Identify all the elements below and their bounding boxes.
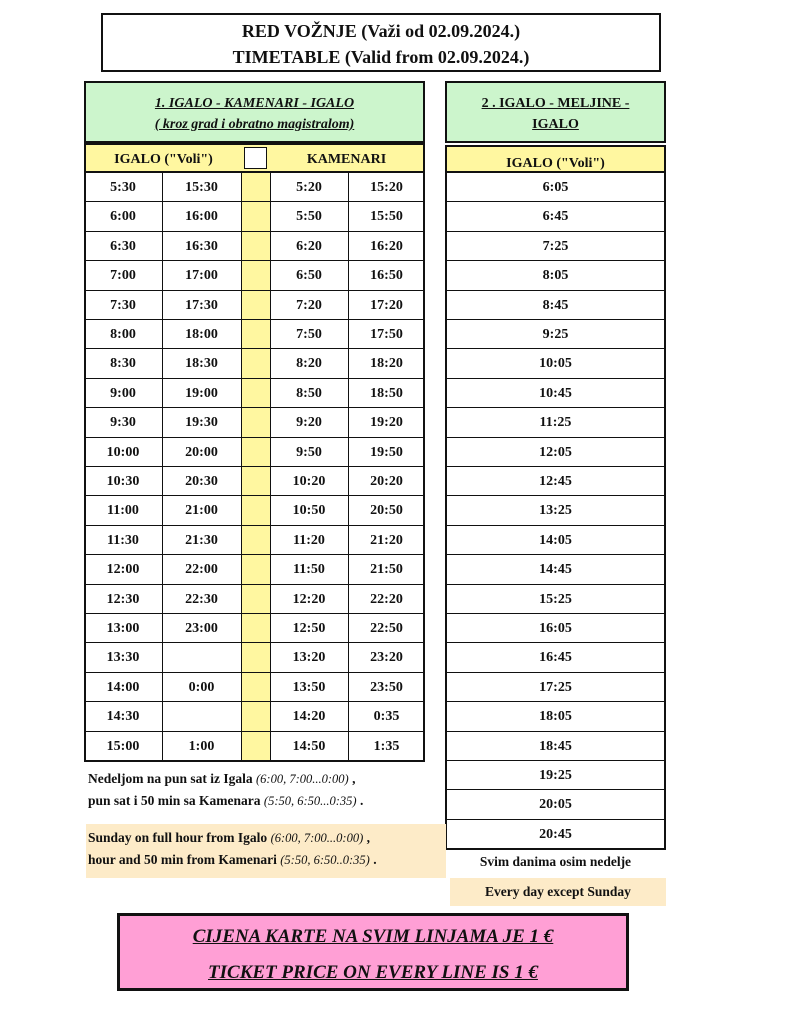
route1-igalo-departure: 0:00 — [188, 679, 215, 695]
route1-kamenari-departure: 15:50 — [370, 209, 403, 225]
route1-igalo-departure: 14:00 — [106, 679, 140, 695]
route1-header — [84, 81, 425, 143]
route1-kamenari-departure: 7:50 — [296, 327, 322, 342]
route1-kamenari-departure: 14:20 — [292, 709, 326, 725]
route1-igalo-departure: 11:00 — [107, 503, 139, 519]
route1-igalo-departure: 16:00 — [185, 209, 218, 225]
route1-igalo-header: IGALO ("Voli") — [84, 143, 241, 173]
route2-note-english: Every day except Sunday — [450, 878, 666, 906]
route1-kamenari-departure: 22:50 — [370, 621, 403, 636]
route1-igalo-departure: 10:30 — [106, 474, 140, 489]
note-local-line1-end: , — [352, 771, 356, 786]
note-local-line1: Nedeljom na pun sat iz Igala — [88, 771, 253, 786]
route2-igalo-header: IGALO ("Voli") — [445, 145, 666, 173]
route1-igalo-departure: 19:00 — [185, 385, 218, 401]
note-en-line1-times: (6:00, 7:00...0:00) — [270, 831, 364, 845]
route1-kamenari-departure: 13:50 — [292, 679, 326, 695]
route1-igalo-departure: 10:00 — [106, 444, 140, 460]
route1-kamenari-departure: 11:50 — [293, 562, 325, 578]
route2-departure: 12:45 — [539, 474, 572, 489]
route2-departure: 10:05 — [539, 356, 572, 372]
route2-departure: 7:25 — [542, 238, 569, 254]
route2-departure: 16:05 — [539, 621, 572, 636]
route1-kamenari-departure: 19:50 — [370, 444, 403, 460]
title-local: RED VOŽNJE (Važi od 02.09.2024.) — [241, 21, 521, 41]
route2-header — [445, 81, 666, 143]
route1-kamenari-departure: 5:50 — [296, 209, 322, 225]
route1-igalo-departure: 8:00 — [110, 327, 136, 342]
route2-departure: 11:25 — [539, 415, 572, 431]
route1-igalo-departure: 13:30 — [106, 650, 140, 666]
route2-departure: 9:25 — [542, 327, 569, 342]
note-local-line2-times: (5:50, 6:50...0:35) — [263, 794, 357, 808]
route1-kamenari-departure: 6:20 — [296, 238, 322, 254]
route2-departure: 10:45 — [539, 385, 572, 401]
route1-kamenari-departure: 7:20 — [296, 297, 322, 313]
route2-departure: 16:45 — [539, 650, 572, 666]
route1-kamenari-departure: 8:50 — [296, 385, 322, 401]
route1-igalo-departure: 15:00 — [106, 738, 140, 754]
route1-igalo-departure: 8:30 — [110, 356, 136, 372]
route1-igalo-departure: 11:30 — [107, 532, 139, 548]
route1-igalo-departure: 17:30 — [185, 297, 218, 313]
route1-kamenari-departure: 23:50 — [370, 679, 403, 695]
note-local-line2: pun sat i 50 min sa Kamenara — [88, 793, 261, 808]
route1-igalo-departure: 21:30 — [185, 532, 218, 548]
note-en-line2-times: (5:50, 6:50..0:35) — [280, 853, 370, 867]
route2-note-local: Svim danima osim nedelje — [479, 854, 632, 869]
price-english: TICKET PRICE ON EVERY LINE IS 1 € — [208, 962, 538, 983]
route2-departure: 13:25 — [539, 503, 572, 519]
route2-departure: 12:05 — [539, 444, 572, 460]
route1-kamenari-departure: 11:20 — [293, 532, 325, 548]
note-en-line1-end: , — [366, 830, 371, 845]
timetable-title — [101, 13, 661, 72]
route1-separator-strip — [241, 173, 270, 761]
route1-kamenari-departure: 17:50 — [370, 327, 403, 342]
route1-igalo-departure: 9:30 — [110, 415, 136, 431]
route1-igalo-departure: 6:30 — [110, 238, 136, 254]
route1-igalo-departure: 22:00 — [185, 562, 218, 578]
price-local: CIJENA KARTE NA SVIM LINJAMA JE 1 € — [192, 926, 554, 947]
route1-igalo-departure — [162, 643, 241, 672]
route1-kamenari-departure: 12:50 — [292, 621, 326, 636]
route1-igalo-departure: 5:30 — [110, 180, 136, 195]
route1-grid-vline — [241, 173, 242, 761]
route1-kamenari-departure: 18:50 — [370, 385, 403, 401]
route1-kamenari-departure: 18:20 — [370, 356, 403, 372]
route1-igalo-departure: 17:00 — [185, 268, 218, 284]
route1-name: 1. IGALO - KAMENARI - IGALO — [154, 96, 355, 111]
route1-igalo-departure: 16:30 — [185, 238, 218, 254]
note-local-line2-end: . — [359, 793, 364, 808]
route1-kamenari-departure: 17:20 — [370, 297, 403, 313]
route1-kamenari-header: KAMENARI — [270, 143, 425, 173]
route2-departure: 17:25 — [539, 679, 572, 695]
route1-igalo-departure: 18:30 — [185, 356, 218, 372]
route1-subtitle: ( kroz grad i obratno magistralom) — [154, 117, 355, 132]
route1-igalo-departure: 1:00 — [188, 738, 215, 754]
route1-igalo-departure — [162, 702, 241, 731]
route2-departure: 6:45 — [542, 209, 569, 225]
route1-igalo-departure: 12:30 — [106, 591, 140, 607]
route2-name-line2: IGALO — [532, 117, 579, 132]
note-en-line2-end: . — [373, 852, 377, 867]
route1-kamenari-departure: 9:50 — [296, 444, 322, 460]
route1-igalo-departure: 13:00 — [106, 621, 140, 636]
route2-name-line1: 2 . IGALO - MELJINE - — [481, 96, 630, 111]
route2-departure: 14:45 — [539, 562, 572, 578]
route2-departure: 19:25 — [539, 768, 572, 783]
route1-igalo-departure: 15:30 — [185, 180, 218, 195]
note-en-line2: hour and 50 min from Kamenari — [88, 852, 277, 867]
note-en-line1: Sunday on full hour from Igalo — [88, 830, 268, 845]
route1-timetable — [84, 173, 425, 761]
route2-timetable — [445, 173, 666, 849]
route1-igalo-departure: 22:30 — [185, 591, 218, 607]
route1-igalo-departure: 23:00 — [185, 621, 218, 636]
route2-departure: 18:05 — [539, 709, 572, 725]
route1-kamenari-departure: 12:20 — [292, 591, 326, 607]
route1-note-local — [88, 768, 440, 814]
route1-kamenari-departure: 21:20 — [370, 532, 403, 548]
route1-kamenari-departure: 5:20 — [296, 180, 322, 195]
route1-kamenari-departure: 13:20 — [292, 650, 326, 666]
route1-kamenari-departure: 6:50 — [296, 268, 322, 284]
route1-kamenari-departure: 16:20 — [370, 238, 403, 254]
route1-igalo-departure: 7:30 — [110, 297, 136, 313]
route1-igalo-departure: 21:00 — [185, 503, 218, 519]
route2-departure: 8:45 — [542, 297, 569, 313]
route1-igalo-departure: 19:30 — [185, 415, 218, 431]
route1-kamenari-departure: 10:50 — [292, 503, 326, 519]
route1-kamenari-departure: 19:20 — [370, 415, 403, 431]
route1-note-english — [86, 824, 446, 878]
route2-departure: 14:05 — [539, 532, 572, 548]
route1-kamenari-departure: 21:50 — [370, 562, 403, 578]
route1-kamenari-departure: 20:20 — [370, 474, 403, 489]
route1-kamenari-departure: 16:50 — [370, 268, 403, 284]
route1-kamenari-departure: 9:20 — [296, 415, 322, 431]
route1-igalo-departure: 9:00 — [110, 385, 136, 401]
route2-departure: 20:05 — [539, 797, 572, 813]
route1-igalo-departure: 6:00 — [110, 209, 136, 225]
route2-departure: 20:45 — [539, 826, 572, 842]
route1-kamenari-departure: 10:20 — [292, 474, 326, 489]
route2-departure: 15:25 — [539, 591, 572, 607]
note-local-line1-times: (6:00, 7:00...0:00) — [256, 772, 349, 786]
route1-kamenari-departure: 14:50 — [292, 738, 326, 754]
route2-departure: 8:05 — [542, 268, 569, 284]
ticket-price-box — [117, 913, 629, 991]
route1-igalo-departure: 20:30 — [185, 474, 218, 489]
route1-igalo-departure: 20:00 — [185, 444, 218, 460]
route2-departure: 6:05 — [542, 180, 569, 195]
route1-kamenari-departure: 1:35 — [373, 738, 400, 754]
route1-igalo-departure: 18:00 — [185, 327, 218, 342]
route1-kamenari-departure: 8:20 — [296, 356, 322, 372]
route2-departure: 18:45 — [539, 738, 572, 754]
route1-igalo-departure: 7:00 — [110, 268, 136, 284]
route1-header-spacer — [241, 143, 270, 173]
route1-kamenari-departure: 15:20 — [370, 180, 403, 195]
route1-igalo-departure: 14:30 — [106, 709, 140, 725]
route1-kamenari-departure: 20:50 — [370, 503, 403, 519]
route1-kamenari-departure: 23:20 — [370, 650, 403, 666]
route1-kamenari-departure: 0:35 — [373, 709, 400, 725]
title-english: TIMETABLE (Valid from 02.09.2024.) — [232, 47, 530, 67]
route1-igalo-departure: 12:00 — [106, 562, 140, 578]
route1-kamenari-departure: 22:20 — [370, 591, 403, 607]
